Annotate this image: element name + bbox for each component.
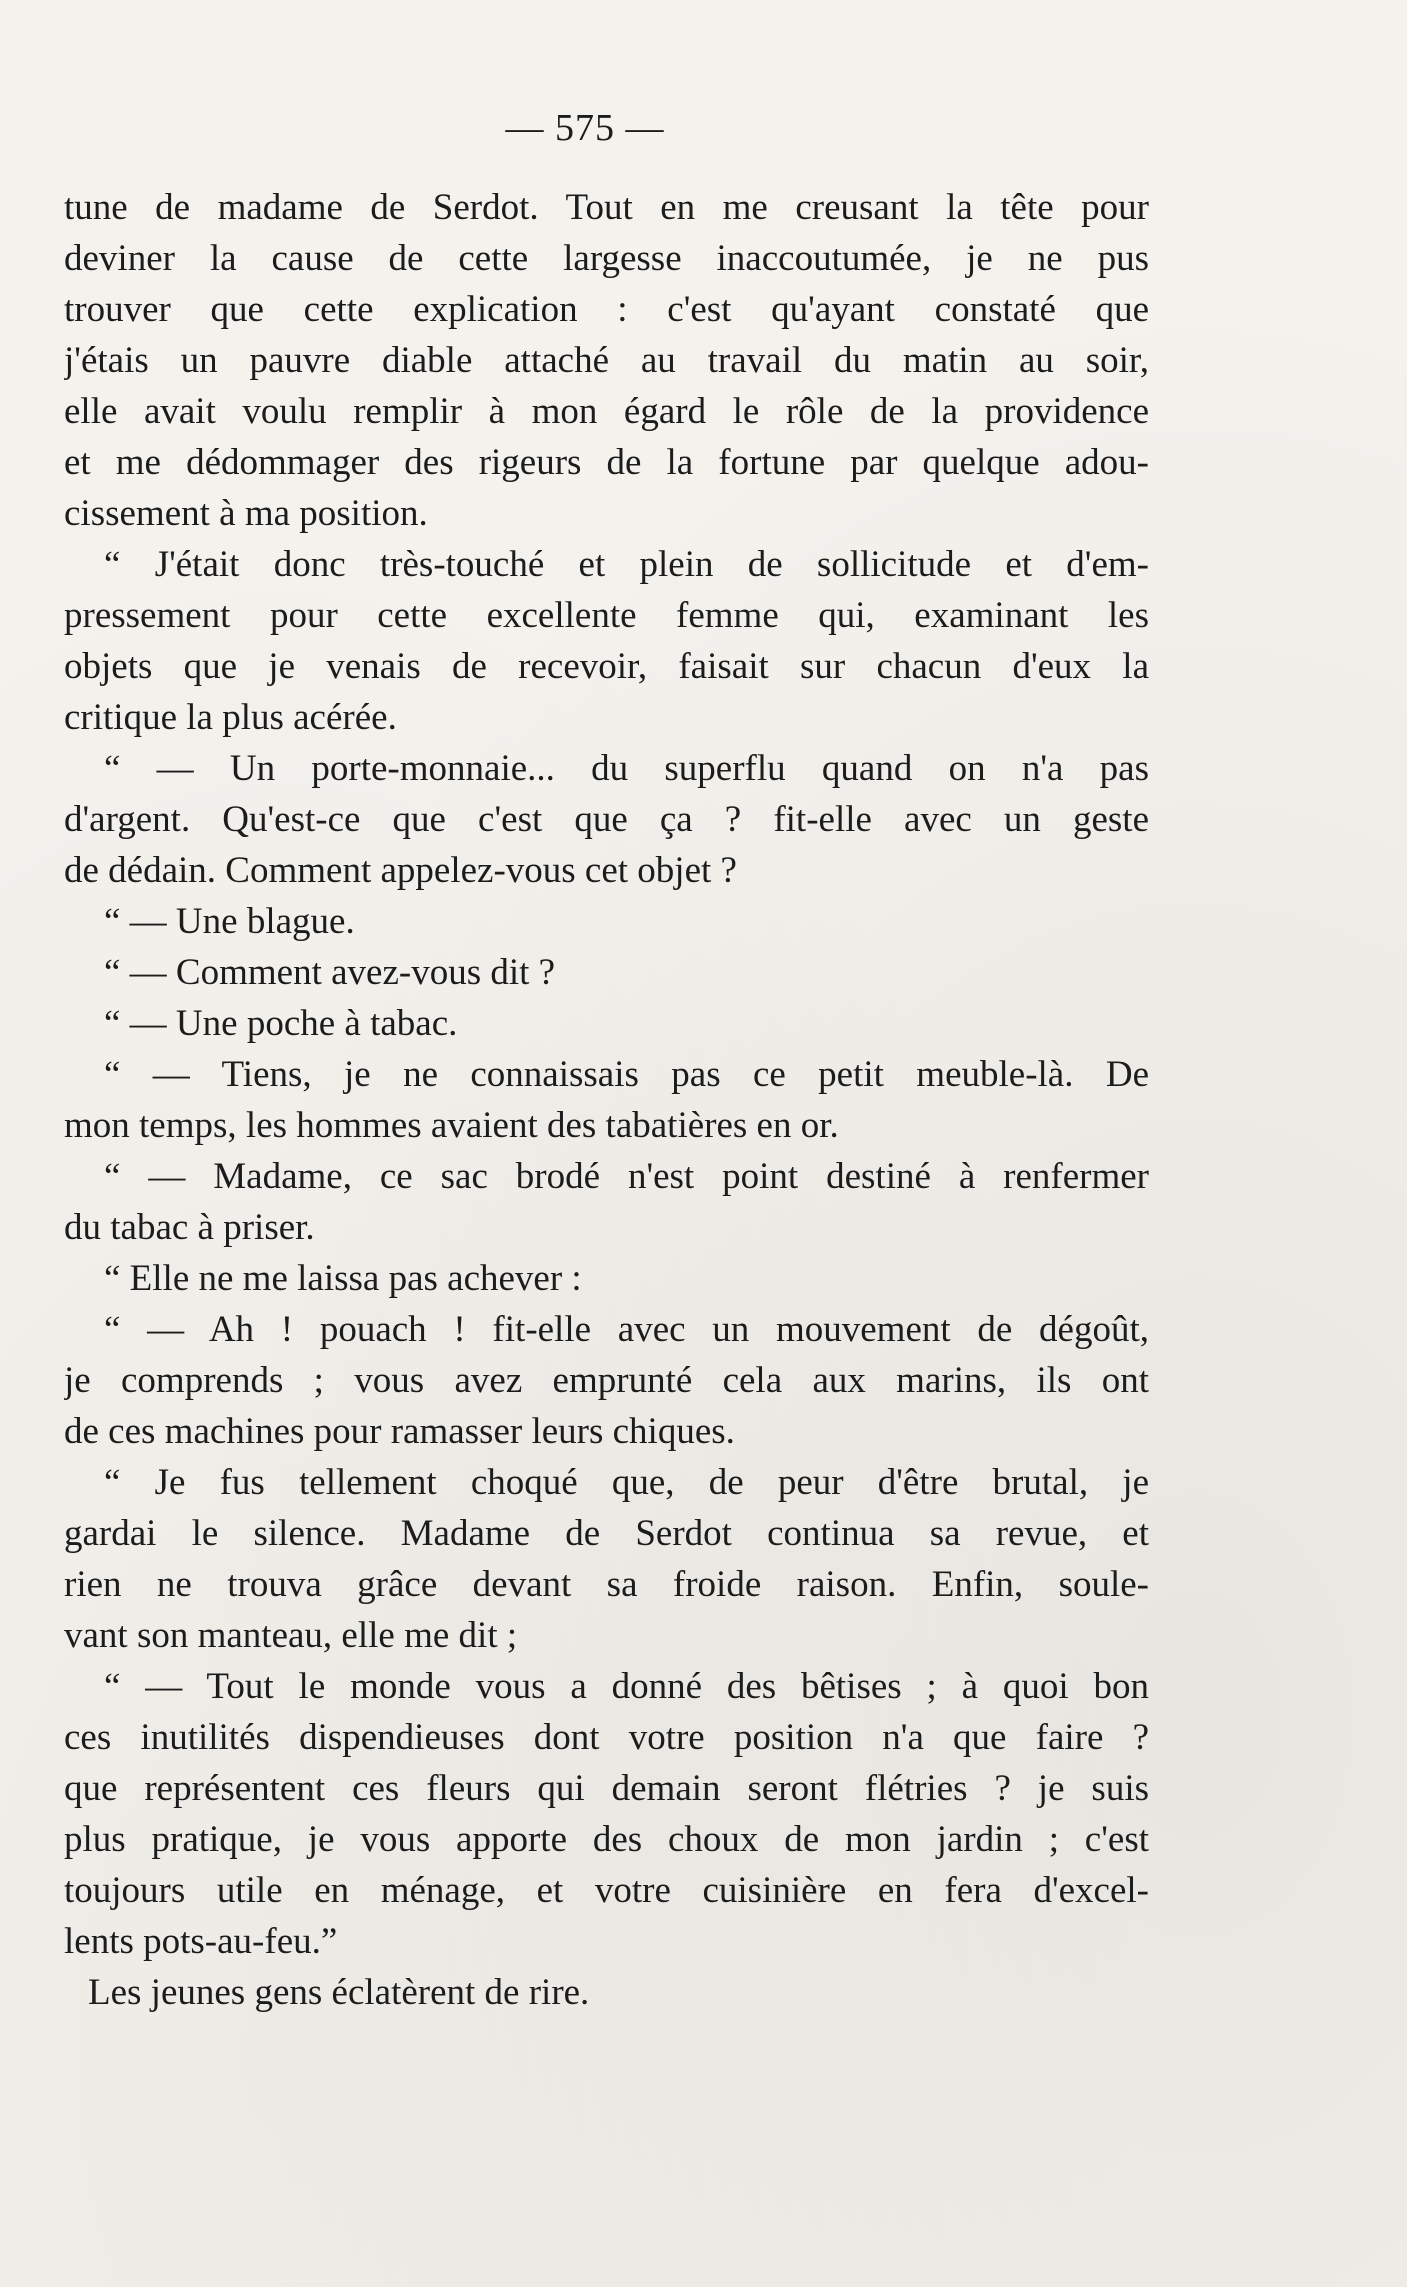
text-line: elle avait voulu remplir à mon égard le rôle de la providence	[64, 391, 1149, 432]
text-line: “ — Un porte-monnaie... du superflu quand on n'a pas	[104, 748, 1149, 789]
text-line: “ — Ah ! pouach ! fit-elle avec un mouvement de dégoût,	[104, 1309, 1149, 1350]
text-line: trouver que cette explication : c'est qu'ayant constaté que	[64, 289, 1149, 330]
text-line: Les jeunes gens éclatèrent de rire.	[88, 1972, 590, 2013]
body-text	[64, 182, 1149, 2018]
text-line: de dédain. Comment appelez-vous cet objet ?	[64, 850, 737, 891]
text-line: d'argent. Qu'est-ce que c'est que ça ? fit-elle avec un geste	[64, 799, 1149, 840]
text-line: pressement pour cette excellente femme qui, examinant les	[64, 595, 1149, 636]
text-line: ces inutilités dispendieuses dont votre position n'a que faire ?	[64, 1717, 1149, 1758]
text-line: “ — Une blague.	[104, 901, 355, 942]
text-line: plus pratique, je vous apporte des choux de mon jardin ; c'est	[64, 1819, 1149, 1860]
text-line: lents pots-au-feu.”	[64, 1921, 338, 1962]
text-line: “ — Comment avez-vous dit ?	[104, 952, 556, 993]
text-line: critique la plus acérée.	[64, 697, 397, 738]
text-line: “ — Une poche à tabac.	[104, 1003, 458, 1044]
text-line: j'étais un pauvre diable attaché au travail du matin au soir,	[64, 340, 1149, 381]
text-line: et me dédommager des rigeurs de la fortune par quelque adou-	[64, 442, 1149, 483]
text-line: que représentent ces fleurs qui demain seront flétries ? je suis	[64, 1768, 1149, 1809]
text-line: “ — Tiens, je ne connaissais pas ce petit meuble-là. De	[104, 1054, 1149, 1095]
text-line: cissement à ma position.	[64, 493, 428, 534]
text-line: gardai le silence. Madame de Serdot continua sa revue, et	[64, 1513, 1149, 1554]
page-number: — 575 —	[505, 107, 665, 149]
text-line: je comprends ; vous avez emprunté cela aux marins, ils ont	[64, 1360, 1149, 1401]
text-line: “ Elle ne me laissa pas achever :	[104, 1258, 582, 1299]
text-line: “ — Madame, ce sac brodé n'est point destiné à renfermer	[104, 1156, 1149, 1197]
text-line: “ J'était donc très-touché et plein de sollicitude et d'em-	[104, 544, 1149, 585]
text-line: rien ne trouva grâce devant sa froide raison. Enfin, soule-	[64, 1564, 1149, 1605]
text-line: vant son manteau, elle me dit ;	[64, 1615, 518, 1656]
text-line: “ — Tout le monde vous a donné des bêtises ; à quoi bon	[104, 1666, 1149, 1707]
text-line: mon temps, les hommes avaient des tabatières en or.	[64, 1105, 839, 1146]
text-line: deviner la cause de cette largesse inaccoutumée, je ne pus	[64, 238, 1149, 279]
text-line: objets que je venais de recevoir, faisait sur chacun d'eux la	[64, 646, 1149, 687]
text-line: de ces machines pour ramasser leurs chiques.	[64, 1411, 735, 1452]
text-line: “ Je fus tellement choqué que, de peur d'être brutal, je	[104, 1462, 1149, 1503]
text-line: du tabac à priser.	[64, 1207, 315, 1248]
text-line: toujours utile en ménage, et votre cuisinière en fera d'excel-	[64, 1870, 1149, 1911]
text-line: tune de madame de Serdot. Tout en me creusant la tête pour	[64, 187, 1149, 228]
